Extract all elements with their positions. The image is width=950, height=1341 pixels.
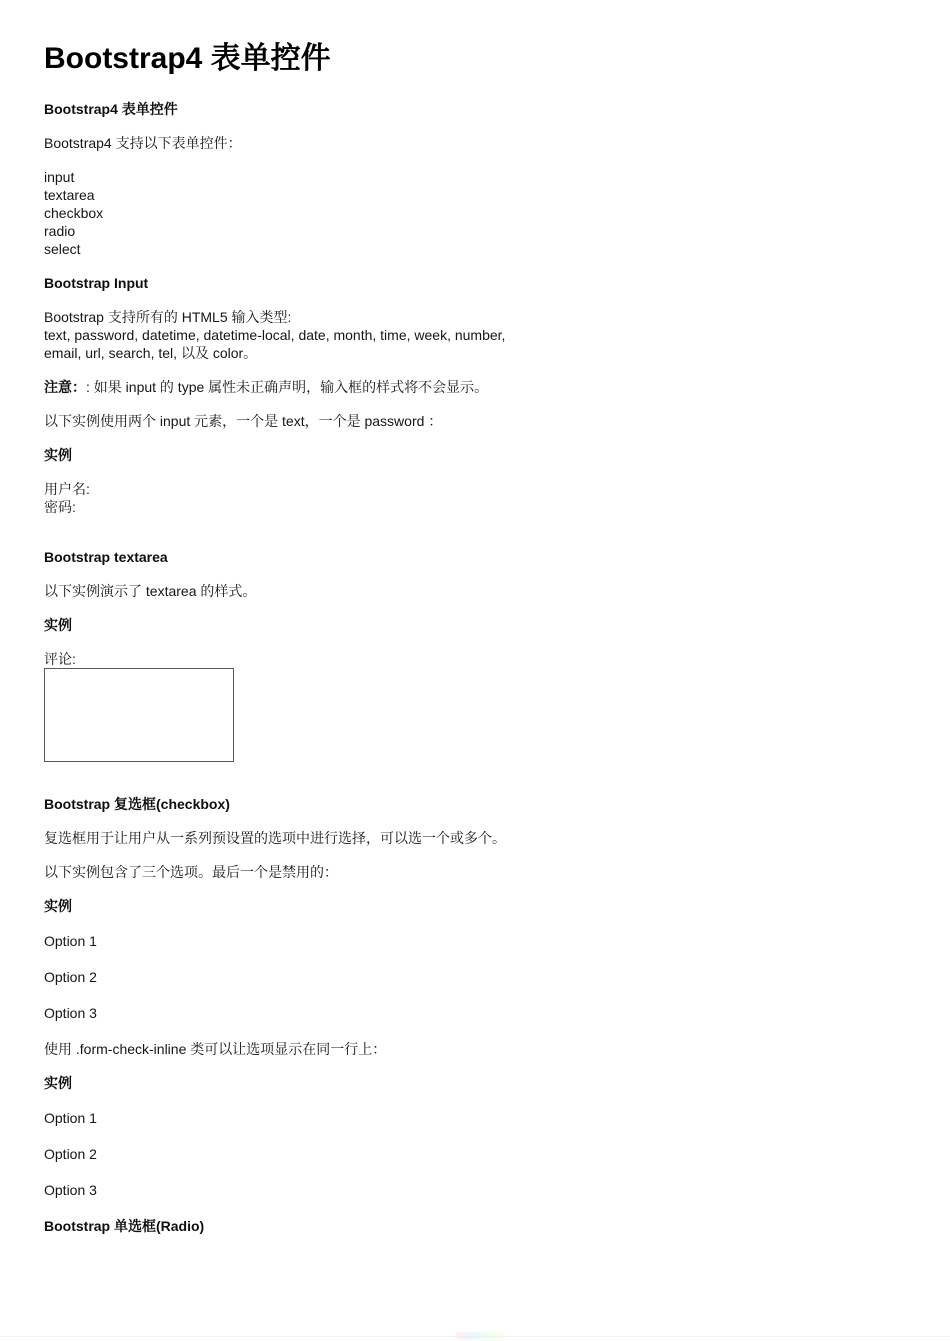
inline-checkbox-option-label-2: Option 2 [44, 1146, 97, 1162]
input-desc-line3: email, url, search, tel, 以及 color。 [44, 345, 258, 361]
username-label: 用户名: [44, 481, 90, 497]
note-label: 注意： [44, 379, 86, 395]
password-label: 密码: [44, 499, 76, 515]
textarea-section-heading: Bootstrap textarea [44, 549, 168, 565]
checkbox-option-label-2: Option 2 [44, 969, 97, 985]
checkbox-inline-desc: 使用 .form-check-inline 类可以让选项显示在同一行上： [44, 1041, 387, 1057]
login-form [44, 480, 906, 516]
print-artifact [456, 1332, 504, 1340]
control-item-textarea: textarea [44, 187, 95, 203]
checkbox-option-group [44, 932, 906, 1022]
input-desc-line2: text, password, datetime, datetime-local, date, month, time, week, number, [44, 327, 506, 343]
checkbox-inline-example-label: 实例 [44, 1075, 72, 1091]
inline-checkbox-option-label-3: Option 3 [44, 1182, 97, 1198]
checkbox-desc1: 复选框用于让用户从一系列预设置的选项中进行选择，可以选一个或多个。 [44, 830, 506, 846]
control-item-input: input [44, 169, 75, 185]
input-example-intro: 以下实例使用两个 input 元素，一个是 text，一个是 password ： [44, 413, 443, 429]
input-description [44, 308, 906, 362]
comment-textarea[interactable] [44, 668, 234, 762]
intro-lead: Bootstrap4 支持以下表单控件： [44, 135, 242, 151]
checkbox-desc2: 以下实例包含了三个选项。最后一个是禁用的： [44, 864, 338, 880]
input-note [44, 378, 906, 396]
input-section-heading: Bootstrap Input [44, 275, 149, 291]
textarea-example-label: 实例 [44, 617, 72, 633]
checkbox-example-label: 实例 [44, 898, 72, 914]
textarea-description: 以下实例演示了 textarea 的样式。 [44, 583, 257, 599]
page-title: Bootstrap4 表单控件 [44, 42, 331, 75]
comment-label: 评论: [44, 651, 76, 667]
input-example-label: 实例 [44, 447, 72, 463]
comment-form [44, 650, 906, 762]
input-desc-line1: Bootstrap 支持所有的 HTML5 输入类型: [44, 309, 292, 325]
radio-section-heading: Bootstrap 单选框(Radio) [44, 1218, 205, 1234]
checkbox-option-label-3: Option 3 [44, 1005, 97, 1021]
checkbox-option-label-1: Option 1 [44, 933, 97, 949]
intro-section-heading: Bootstrap4 表单控件 [44, 101, 178, 117]
inline-checkbox-option-group [44, 1109, 906, 1199]
inline-checkbox-option-label-1: Option 1 [44, 1110, 97, 1126]
controls-list [44, 168, 906, 258]
control-item-select: select [44, 241, 81, 257]
checkbox-section-heading: Bootstrap 复选框(checkbox) [44, 796, 230, 812]
control-item-radio: radio [44, 223, 76, 239]
note-text: : 如果 input 的 type 属性未正确声明，输入框的样式将不会显示。 [86, 379, 489, 395]
control-item-checkbox: checkbox [44, 205, 104, 221]
